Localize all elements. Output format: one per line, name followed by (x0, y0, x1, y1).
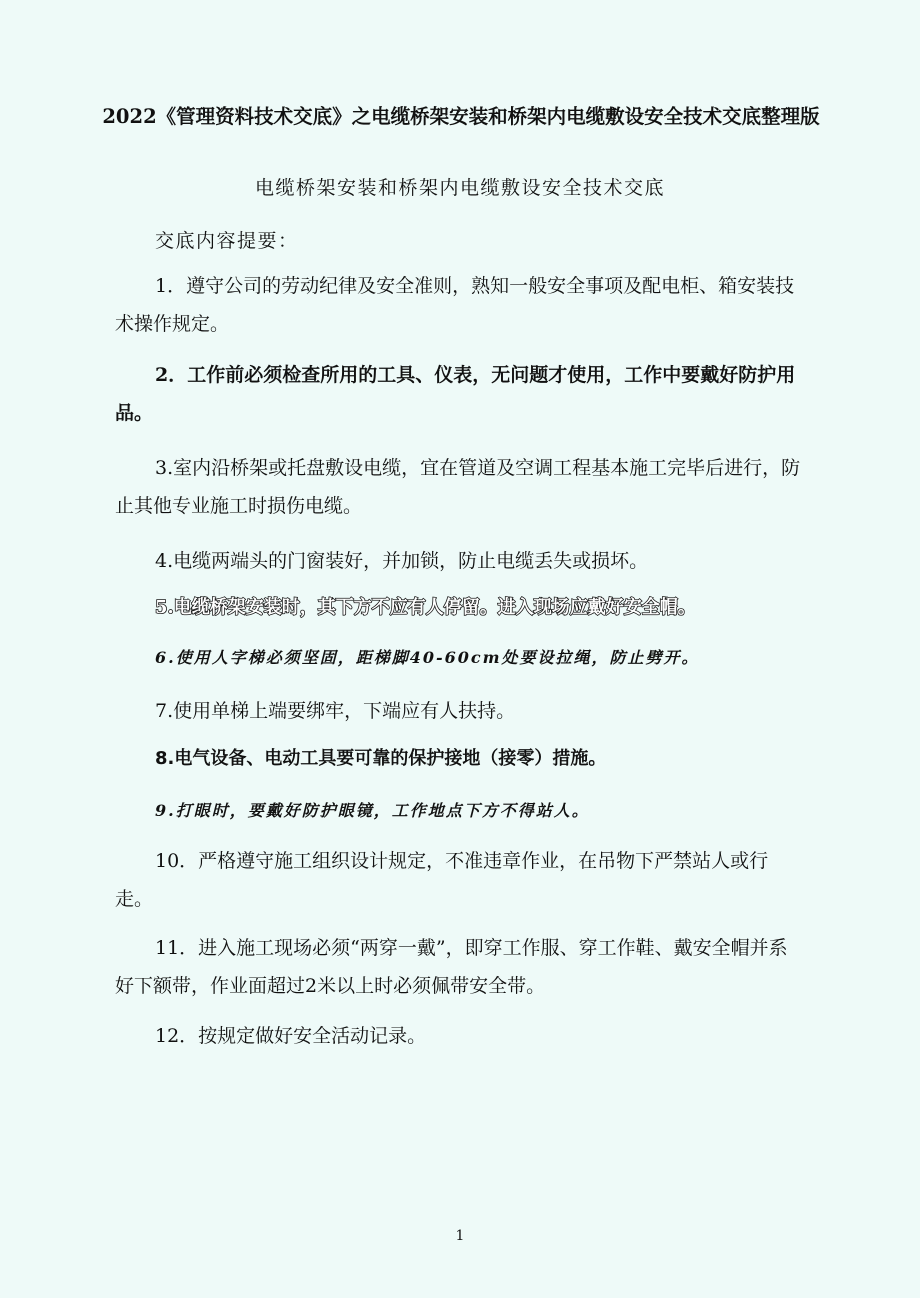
list-item: 2．工作前必须检查所用的工具、仪表，无问题才使用，工作中要戴好防护用品。 (115, 364, 796, 424)
list-item: 1．遵守公司的劳动纪律及安全准则，熟知一般安全事项及配电柜、箱安装技术操作规定。 (115, 275, 795, 335)
list-item: 4.电缆两端头的门窗装好，并加锁，防止电缆丢失或损坏。 (155, 550, 649, 572)
document-subtitle: 电缆桥架安装和桥架内电缆敷设安全技术交底 (254, 177, 665, 199)
list-item: 3.室内沿桥架或托盘敷设电缆，宜在管道及空调工程基本施工完毕后进行，防止其他专业施工时损伤电缆。 (115, 457, 801, 517)
list-item: 8.电气设备、电动工具要可靠的保护接地（接零）措施。 (155, 748, 607, 769)
list-item: 7.使用单梯上端要绑牢，下端应有人扶持。 (155, 700, 516, 722)
list-item: 12．按规定做好安全活动记录。 (155, 1025, 427, 1047)
document-title: 2022《管理资料技术交底》之电缆桥架安装和桥架内电缆敷设安全技术交底整理版 (102, 105, 820, 128)
list-item: 11．进入施工现场必须“两穿一戴”，即穿工作服、穿工作鞋、戴安全帽并系好下额带，作业面超过2米以上时必须佩带安全带。 (115, 937, 788, 997)
page-number: 1 (455, 1228, 465, 1244)
list-item: 10．严格遵守施工组织设计规定，不准违章作业，在吊物下严禁站人或行走。 (115, 850, 769, 910)
list-item: 5.电缆桥架安装时，其下方不应有人停留。进入现场应戴好安全帽。 (155, 597, 696, 618)
list-item: 9.打眼时，要戴好防护眼镜，工作地点下方不得站人。 (155, 801, 590, 820)
intro-heading: 交底内容提要： (155, 230, 299, 252)
list-item: 6.使用人字梯必须坚固，距梯脚40-60cm处要设拉绳，防止劈开。 (155, 648, 700, 667)
